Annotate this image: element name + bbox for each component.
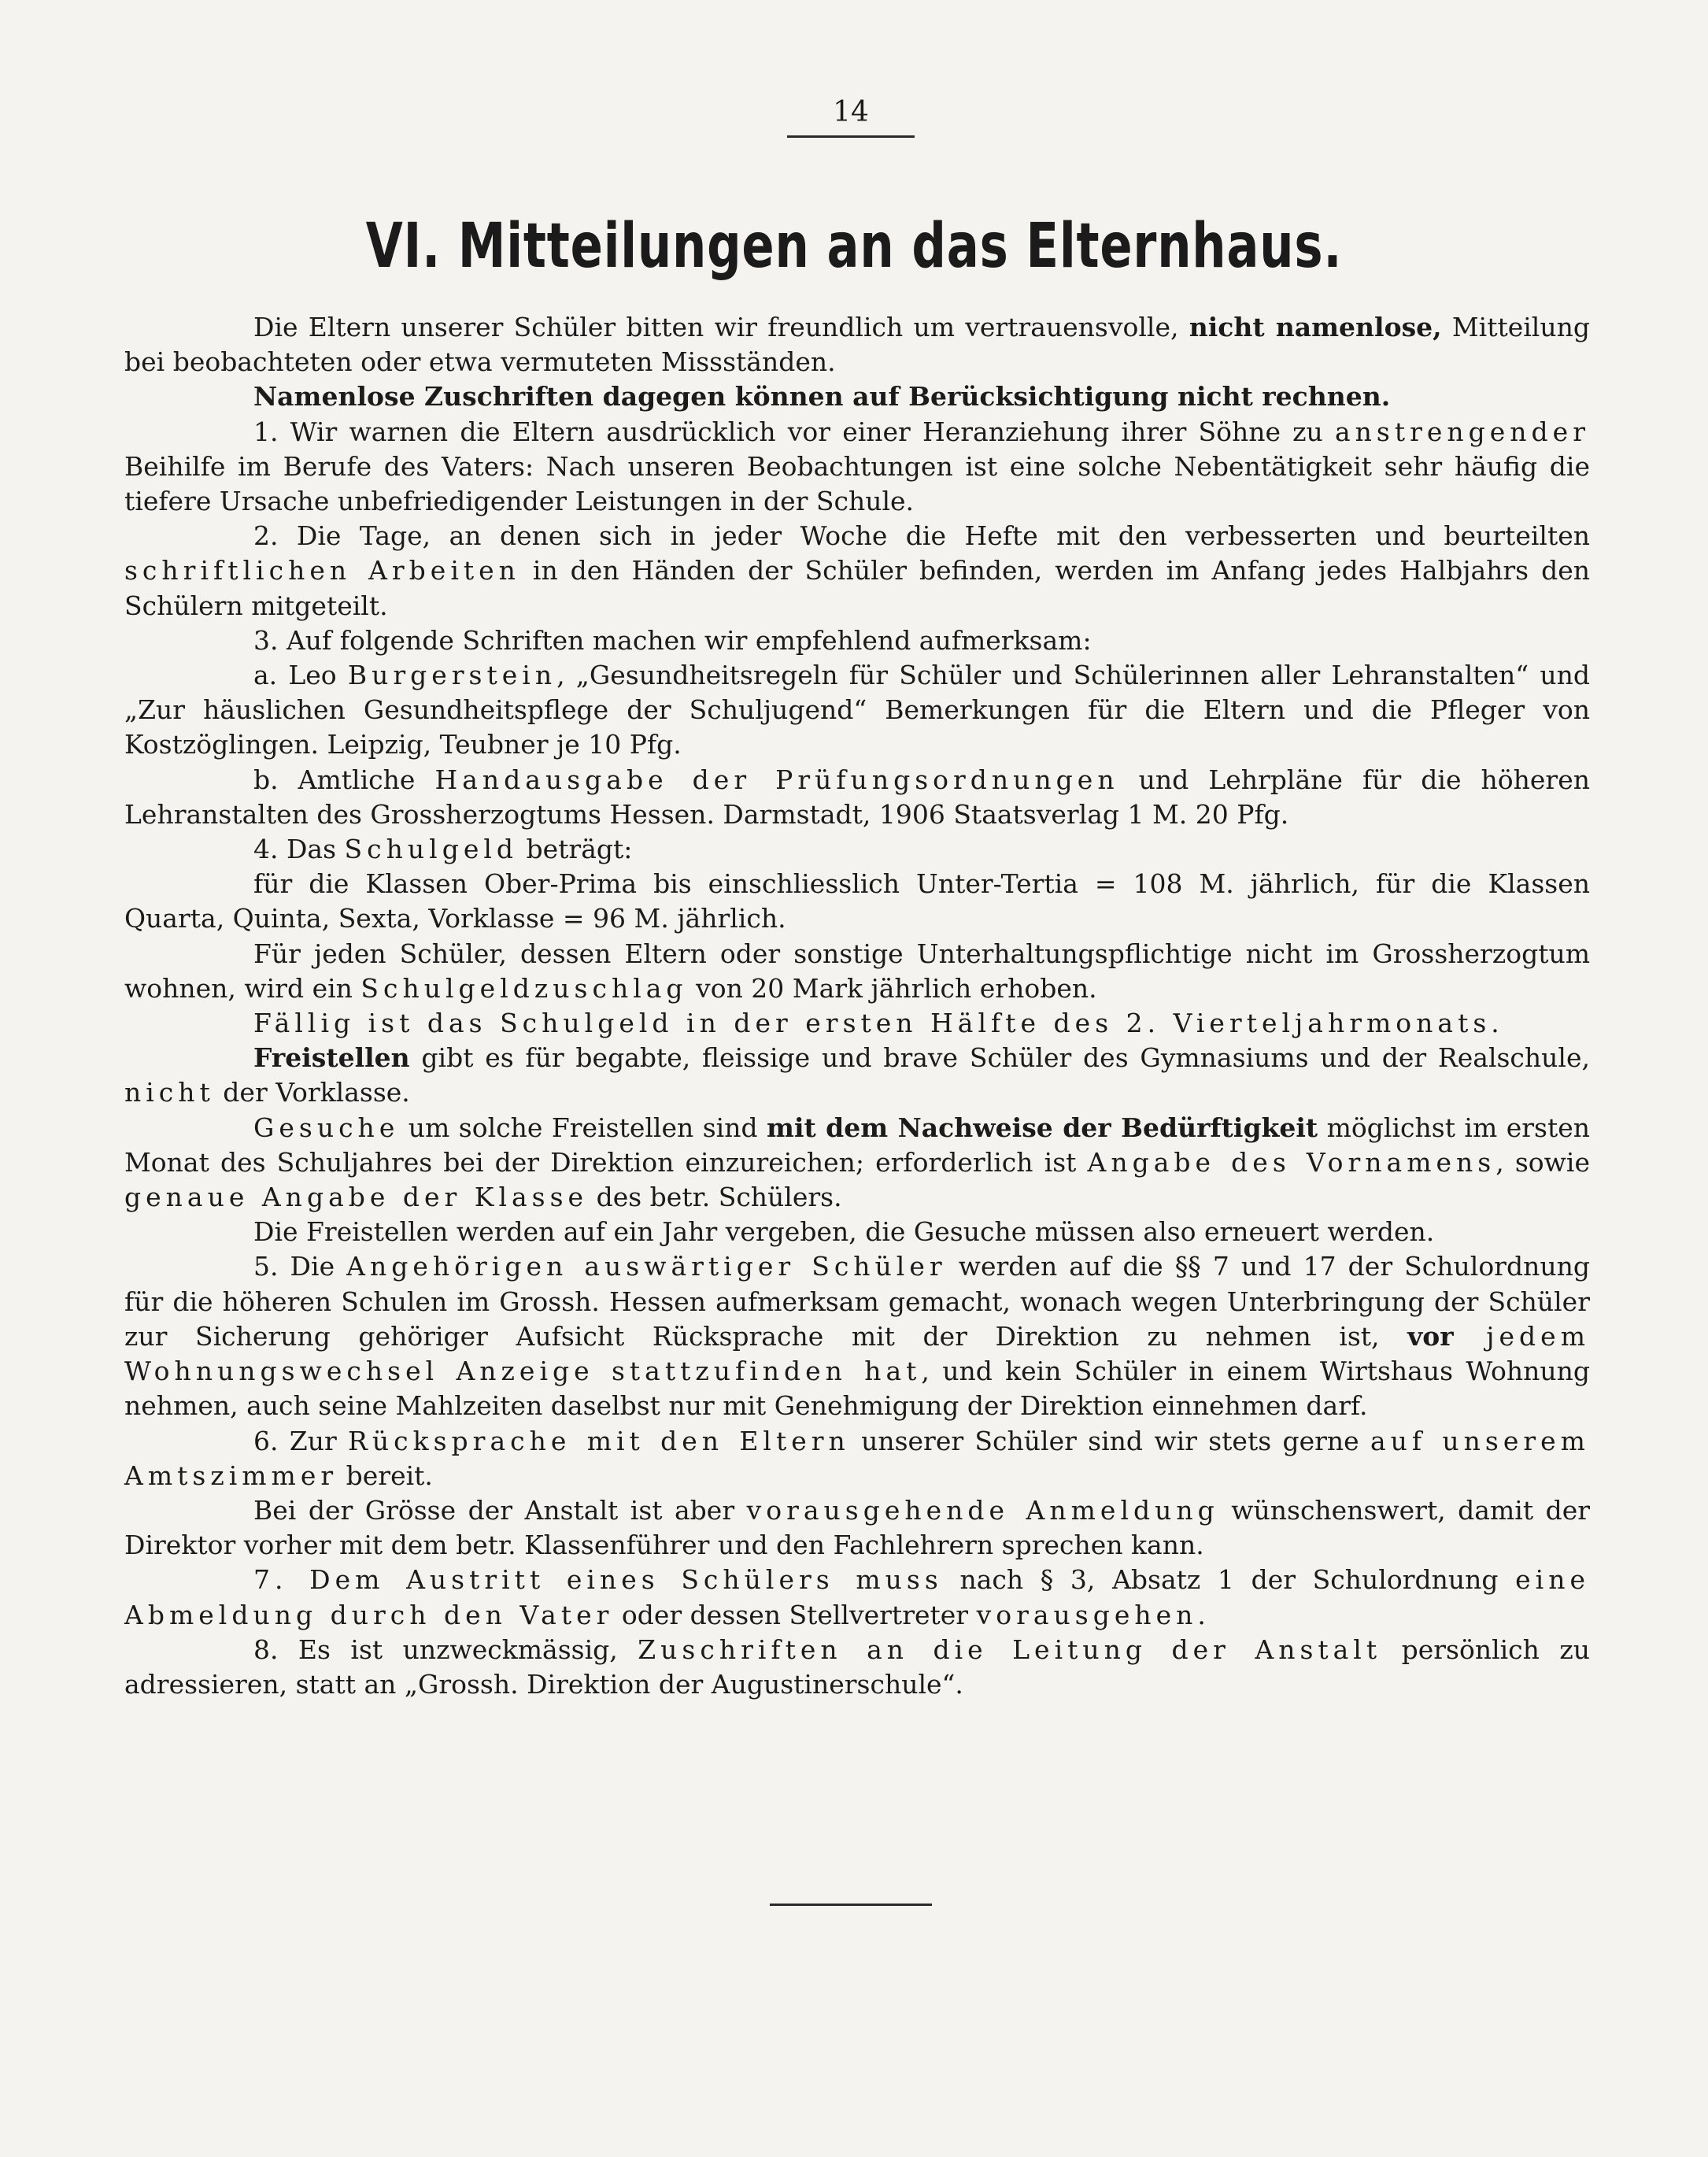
item-1: 1. Wir warnen die Eltern ausdrücklich vor einer Heranziehung ihrer Söhne zu anstrengender Beihilfe im Berufe des Vaters: Nach unseren Beobachtungen ist eine solche Nebentätigkeit sehr häufig die tiefere Ursache unbefriedigender Leistungen in der Schule. <box>124 416 1590 517</box>
intro-warning: Namenlose Zuschriften dagegen können auf Berücksichtigung nicht rechnen. <box>253 381 1391 413</box>
intro-paragraph: Die Eltern unserer Schüler bitten wir freundlich um vertrauensvolle, nicht namenlose, Mitteilung bei beobachteten oder etwa vermuteten Missständen. <box>124 312 1590 378</box>
body-text <box>124 310 1590 1702</box>
item-4-applications: Gesuche um solche Freistellen sind mit dem Nachweise der Bedürftigkeit möglichst im ersten Monat des Schuljahres bei der Direktion einzureichen; erforderlich ist Angabe des Vornamens, sowie genaue Angabe der Klasse des betr. Schülers. <box>124 1112 1590 1213</box>
item-2: 2. Die Tage, an denen sich in jeder Woche die Hefte mit den verbesserten und beurteilten schriftlichen Arbeiten in den Händen der Schüler befinden, werden im Anfang jedes Halbjahrs den Schülern mitgeteilt. <box>124 520 1590 621</box>
item-8: 8. Es ist unzweckmässig, Zuschriften an die Leitung der Anstalt persönlich zu adressieren, statt an „Grossh. Direktion der Augustinerschule“. <box>124 1633 1591 1700</box>
item-7: 7. Dem Austritt eines Schülers muss nach § 3, Absatz 1 der Schulordnung eine Abmeldung durch den Vater oder dessen Stellvertreter vorausgehen. <box>124 1564 1591 1630</box>
item-4-renewal: Die Freistellen werden auf ein Jahr vergeben, die Gesuche müssen also erneuert werden. <box>253 1216 1435 1248</box>
section-title: VI. Mitteilungen an das Elternhaus. <box>365 211 1343 282</box>
item-4-free-places: Freistellen gibt es für begabte, fleissige und brave Schüler des Gymnasiums und der Realschule, nicht der Vorklasse. <box>124 1042 1590 1108</box>
page-number: 14 <box>833 96 869 128</box>
item-6-note: Bei der Grösse der Anstalt ist aber vorausgehende Anmeldung wünschenswert, damit der Direktor vorher mit dem betr. Klassenführer und den Fachlehrern sprechen kann. <box>124 1494 1590 1561</box>
item-3b: b. Amtliche Handausgabe der Prüfungsordnungen und Lehrpläne für die höheren Lehranstalten des Grossherzogtums Hessen. Darmstadt, 1906 Staatsverlag 1 M. 20 Pfg. <box>124 764 1590 830</box>
item-4-fees: für die Klassen Ober-Prima bis einschliesslich Unter-Tertia = 108 M. jährlich, für die Klassen Quarta, Quinta, Sexta, Vorklasse = 96 M. jährlich. <box>124 868 1590 934</box>
item-3-intro: 3. Auf folgende Schriften machen wir empfehlend aufmerksam: <box>253 624 1092 656</box>
item-4-due: Fällig ist das Schulgeld in der ersten Hälfte des 2. Vierteljahrmonats. <box>253 1008 1504 1039</box>
item-3a: a. Leo Burgerstein, „Gesundheitsregeln für Schüler und Schülerinnen aller Lehranstalten“ und „Zur häuslichen Gesundheitspflege der Schuljugend“ Bemerkungen für die Eltern und die Pfleger von Kostzöglingen. Leipzig, Teubner je 10 Pfg. <box>124 660 1590 760</box>
item-4-surcharge: Für jeden Schüler, dessen Eltern oder sonstige Unterhaltungspflichtige nicht im Grossherzogtum wohnen, wird ein Schulgeldzuschlag von 20 Mark jährlich erhoben. <box>124 938 1590 1004</box>
item-5: 5. Die Angehörigen auswärtiger Schüler werden auf die §§ 7 und 17 der Schulordnung für die höheren Schulen im Grossh. Hessen aufmerksam gemacht, wonach wegen Unterbringung der Schüler zur Sicherung gehöriger Aufsicht Rücksprache mit der Direktion zu nehmen ist, vor jedem Wohnungswechsel Anzeige stattzufinden hat, und kein Schüler in einem Wirtshaus Wohnung nehmen, auch seine Mahlzeiten daselbst nur mit Genehmigung der Direktion einnehmen darf. <box>124 1251 1591 1422</box>
end-rule <box>770 1904 932 1906</box>
page-number-rule <box>787 135 915 138</box>
item-4-intro: 4. Das Schulgeld beträgt: <box>253 834 633 865</box>
item-6: 6. Zur Rücksprache mit den Eltern unserer Schüler sind wir stets gerne auf unserem Amtszimmer bereit. <box>124 1425 1590 1491</box>
